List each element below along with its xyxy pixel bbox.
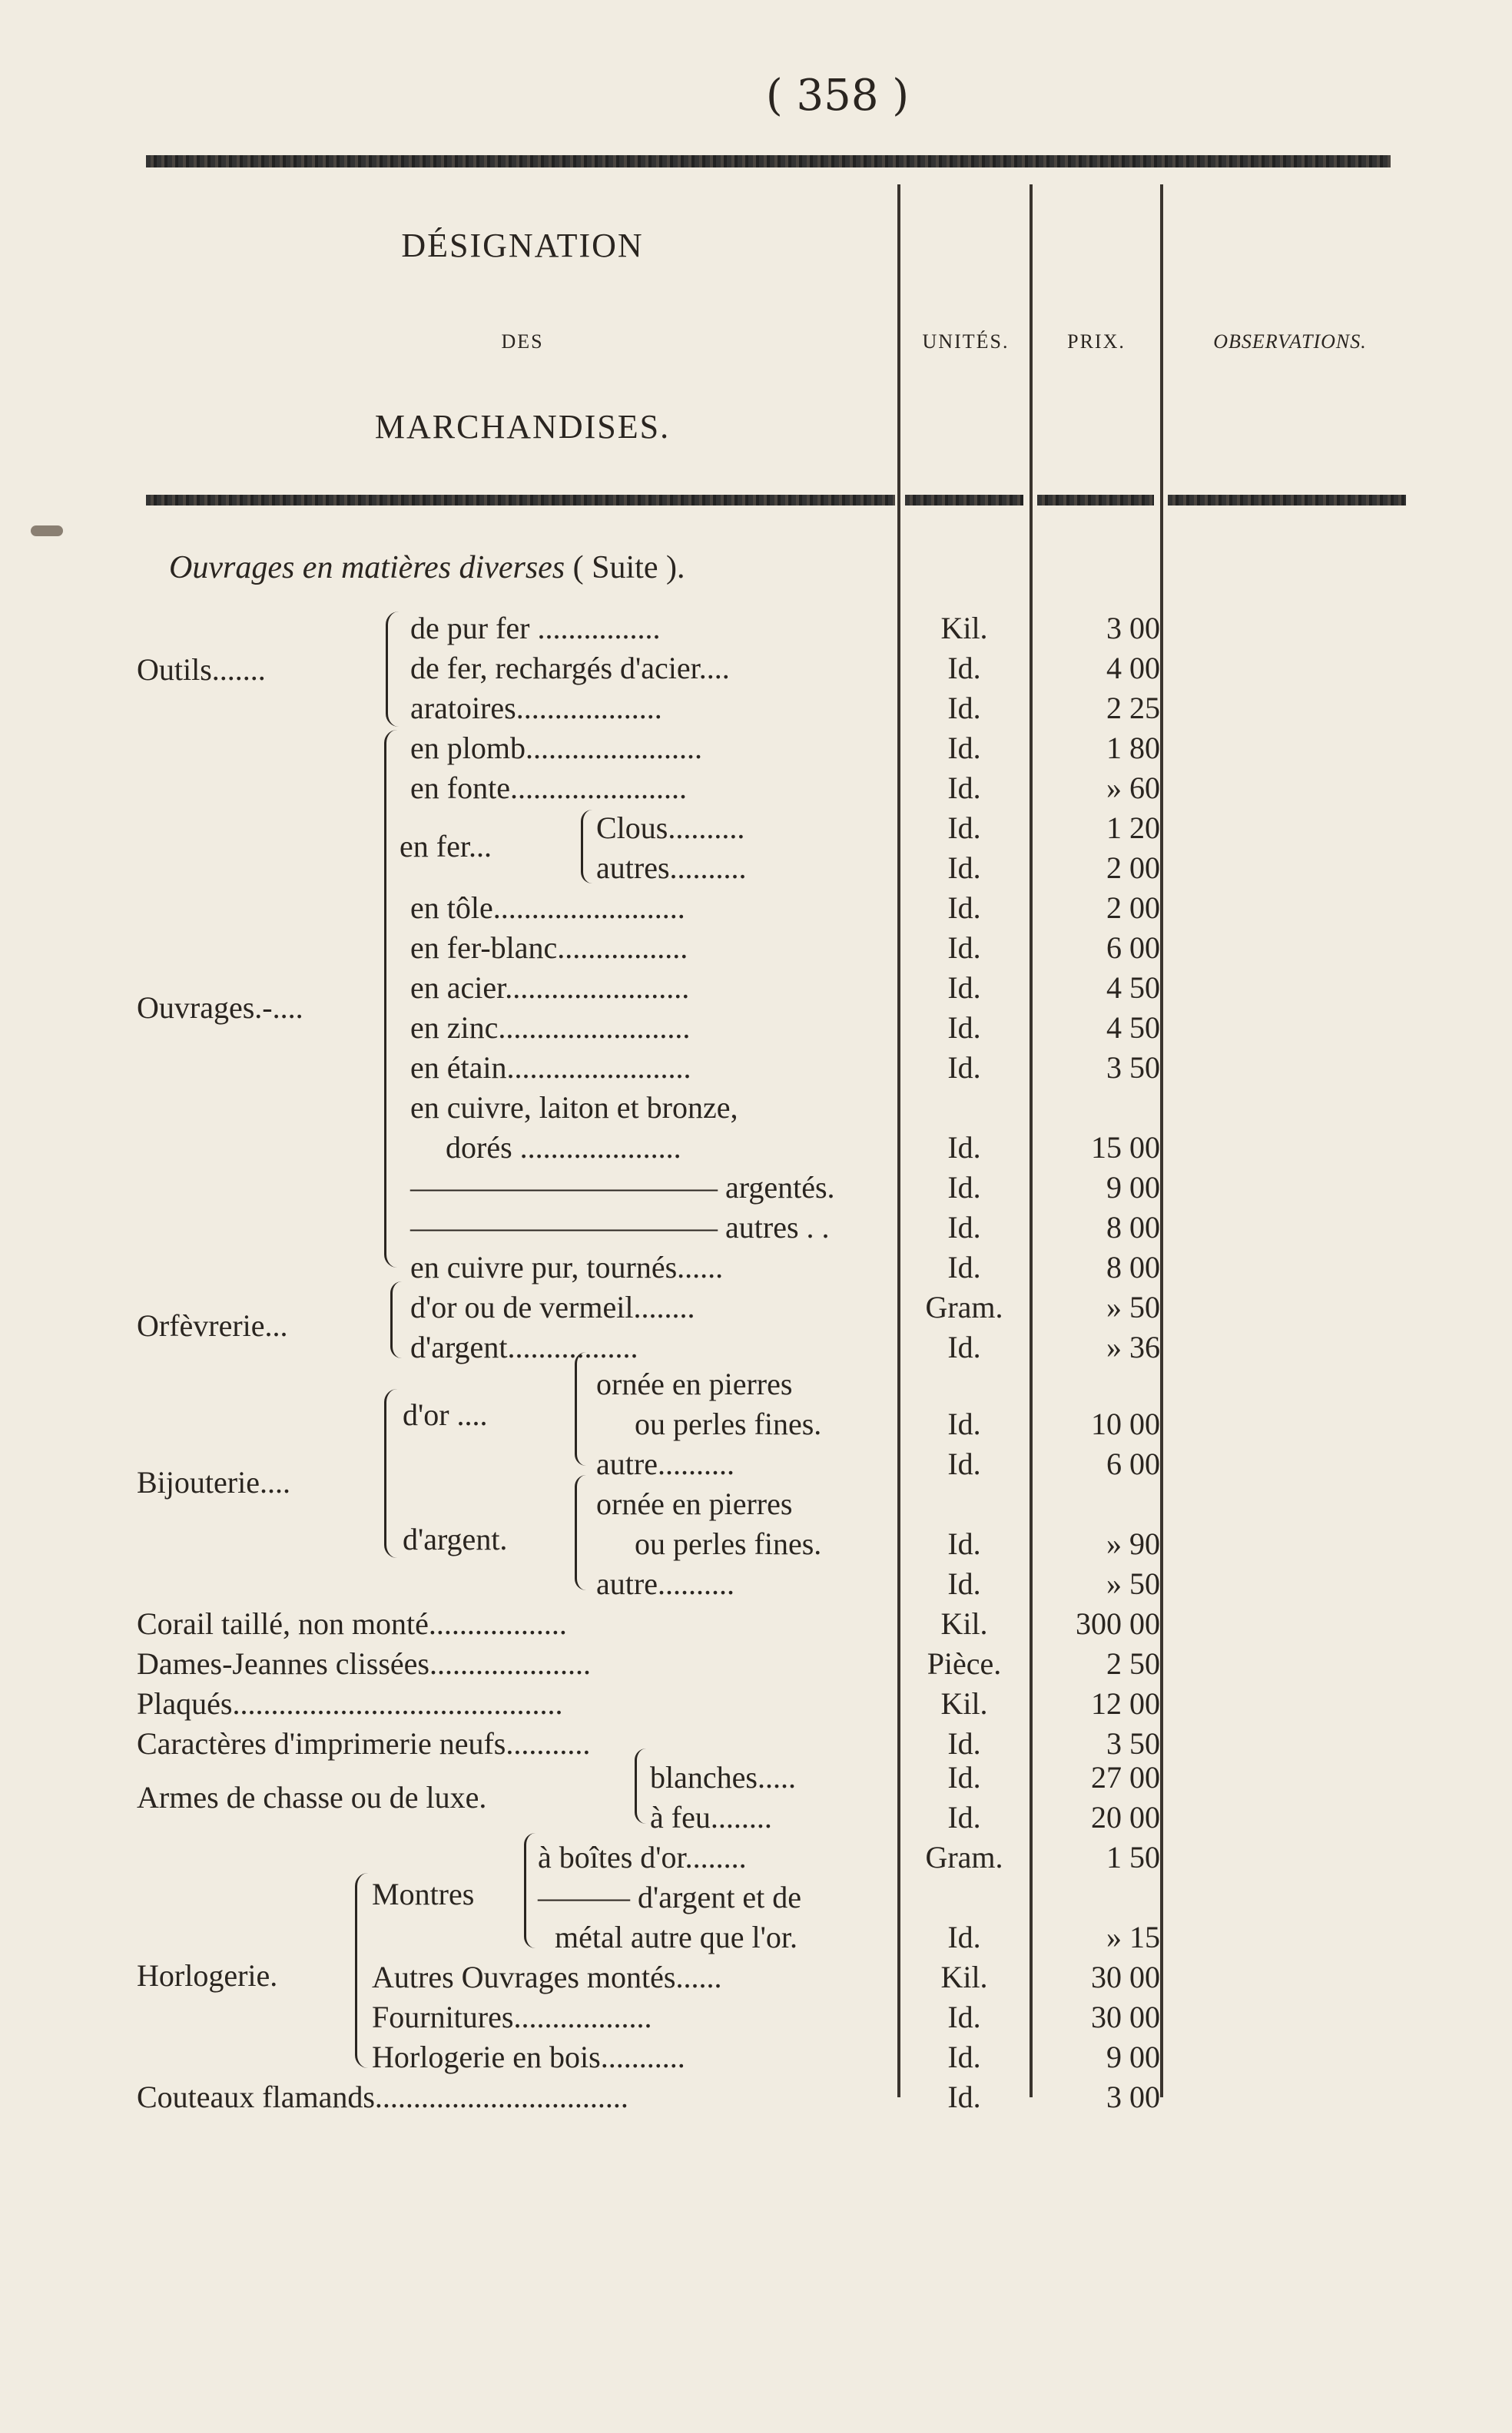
- list-item-label: d'argent.................: [410, 1330, 638, 1364]
- margin-mark: [31, 525, 63, 536]
- list-item-price: 1 20: [1106, 810, 1160, 845]
- group-horlogerie: Horlogerie.: [137, 1958, 278, 1993]
- list-item-label: Clous..........: [596, 810, 745, 845]
- group-bijouterie: Bijouterie....: [137, 1465, 290, 1500]
- list-item-label: Plaqués...........................................: [137, 1686, 563, 1721]
- header-rule-designation: [146, 495, 895, 505]
- section-title-suffix: ( Suite ).: [572, 550, 685, 585]
- list-item-label: aratoires...................: [410, 691, 662, 725]
- list-item-label: en fer-blanc.................: [410, 930, 688, 965]
- list-item-unit: Id.: [947, 1920, 981, 1954]
- list-item-unit: Kil.: [940, 611, 988, 645]
- brace-d-argent: [575, 1475, 586, 1590]
- list-item-label: blanches.....: [650, 1760, 796, 1795]
- page-number: ( 358 ): [765, 71, 910, 121]
- list-item-label: Caractères d'imprimerie neufs...........: [137, 1726, 591, 1761]
- list-item-unit: Id.: [947, 1330, 981, 1364]
- group-outils: Outils.......: [137, 652, 266, 687]
- list-item-unit: Id.: [947, 890, 981, 925]
- list-item-price: 2 25: [1106, 691, 1160, 725]
- list-item-price: 2 00: [1106, 890, 1160, 925]
- group-orfevrerie: Orfèvrerie...: [137, 1308, 288, 1343]
- list-item-unit: Id.: [947, 970, 981, 1005]
- list-item-unit: Id.: [947, 850, 981, 885]
- brace-ouvrages: [384, 730, 397, 1268]
- list-item-price: 4 50: [1106, 970, 1160, 1005]
- header-marchandises: MARCHANDISES.: [374, 408, 671, 446]
- list-item-price: 300 00: [1076, 1606, 1160, 1641]
- list-item-unit: Gram.: [925, 1840, 1003, 1874]
- list-item-label: Corail taillé, non monté..................: [137, 1606, 567, 1641]
- list-item-unit: Id.: [947, 1407, 981, 1441]
- list-item-price: » 36: [1106, 1330, 1160, 1364]
- top-rule: [146, 155, 1391, 167]
- list-item-unit: Pièce.: [927, 1646, 1002, 1681]
- list-item-label: en cuivre, laiton et bronze,: [410, 1090, 738, 1125]
- header-des: DES: [501, 330, 544, 353]
- list-item-price: 2 00: [1106, 850, 1160, 885]
- list-item-price: 3 50: [1106, 1050, 1160, 1085]
- list-item-label: à feu........: [650, 1800, 772, 1835]
- list-item-label: de fer, rechargés d'acier....: [410, 651, 730, 685]
- list-item-price: 4 00: [1106, 651, 1160, 685]
- list-item-price: 9 00: [1106, 2040, 1160, 2074]
- list-item-price: 1 50: [1106, 1840, 1160, 1874]
- list-item-label: en tôle.........................: [410, 890, 685, 925]
- list-item-label: à boîtes d'or........: [538, 1840, 747, 1874]
- list-item-price: 3 00: [1106, 2080, 1160, 2114]
- list-item-label: Fournitures..................: [372, 2000, 652, 2034]
- list-item-unit: Id.: [947, 1447, 981, 1481]
- list-item-label-cont: ou perles fines.: [635, 1407, 822, 1441]
- list-item-label: autre..........: [596, 1447, 734, 1481]
- list-item-price: 9 00: [1106, 1170, 1160, 1205]
- list-item-label: ornée en pierres: [596, 1487, 793, 1521]
- list-item-price: 6 00: [1106, 930, 1160, 965]
- list-item-price: 8 00: [1106, 1250, 1160, 1284]
- list-item-price: 3 50: [1106, 1726, 1160, 1761]
- list-item-label-cont: ou perles fines.: [635, 1526, 822, 1561]
- list-item-label: —————————— autres . .: [410, 1210, 830, 1245]
- list-item-unit: Id.: [947, 2080, 981, 2114]
- sub-d-argent: d'argent.: [403, 1522, 508, 1556]
- list-item-label: Autres Ouvrages montés......: [372, 1960, 722, 1994]
- list-item-unit: Id.: [947, 1210, 981, 1245]
- list-item-label: en acier........................: [410, 970, 690, 1005]
- list-item-label: d'or ou de vermeil........: [410, 1290, 695, 1324]
- brace-armes: [635, 1749, 646, 1824]
- list-item-label: autres..........: [596, 850, 747, 885]
- brace-orfevrerie: [390, 1281, 402, 1358]
- list-item-label: autre..........: [596, 1566, 734, 1601]
- list-item-price: 15 00: [1091, 1130, 1160, 1165]
- list-item-label: ornée en pierres: [596, 1367, 793, 1401]
- list-item-label: en plomb.......................: [410, 731, 702, 765]
- list-item-unit: Id.: [947, 810, 981, 845]
- list-item-price: 20 00: [1091, 1800, 1160, 1835]
- brace-montres: [524, 1833, 536, 1948]
- list-item-price: » 60: [1106, 771, 1160, 805]
- list-item-price: 30 00: [1091, 1960, 1160, 1994]
- section-title-italic: Ouvrages en matières diverses: [169, 550, 565, 585]
- list-item-price: 10 00: [1091, 1407, 1160, 1441]
- list-item-label-cont: métal autre que l'or.: [555, 1920, 797, 1954]
- header-rule-observations: [1168, 495, 1406, 505]
- list-item-unit: Id.: [947, 651, 981, 685]
- list-item-label: en cuivre pur, tournés......: [410, 1250, 724, 1284]
- list-item-label-cont: dorés .....................: [446, 1130, 681, 1165]
- list-item-label: Couteaux flamands.................................: [137, 2080, 628, 2114]
- list-item-price: 30 00: [1091, 2000, 1160, 2034]
- list-item-price: 1 80: [1106, 731, 1160, 765]
- list-item-price: » 90: [1106, 1526, 1160, 1561]
- list-item-unit: Id.: [947, 1526, 981, 1561]
- list-item-price: » 50: [1106, 1290, 1160, 1324]
- header-prix: PRIX.: [1067, 330, 1126, 353]
- list-item-unit: Id.: [947, 1726, 981, 1761]
- list-item-unit: Id.: [947, 930, 981, 965]
- list-item-unit: Id.: [947, 1050, 981, 1085]
- list-item-unit: Kil.: [940, 1686, 988, 1721]
- list-item-label: de pur fer ................: [410, 611, 661, 645]
- list-item-unit: Id.: [947, 691, 981, 725]
- list-item-label: ——— d'argent et de: [538, 1880, 802, 1914]
- list-item-price: » 15: [1106, 1920, 1160, 1954]
- list-item-unit: Id.: [947, 1800, 981, 1835]
- brace-bijouterie: [384, 1389, 397, 1558]
- list-item-unit: Id.: [947, 1760, 981, 1795]
- list-item-unit: Id.: [947, 1566, 981, 1601]
- list-item-unit: Kil.: [940, 1606, 988, 1641]
- header-designation: DÉSIGNATION: [401, 227, 644, 264]
- list-item-unit: Id.: [947, 1250, 981, 1284]
- list-item-unit: Id.: [947, 1010, 981, 1045]
- list-item-label: en fonte.......................: [410, 771, 687, 805]
- list-item-label: Dames-Jeannes clissées.....................: [137, 1646, 591, 1681]
- brace-en-fer: [581, 810, 592, 883]
- list-item-price: 4 50: [1106, 1010, 1160, 1045]
- list-item-price: 12 00: [1091, 1686, 1160, 1721]
- list-item-label: Horlogerie en bois...........: [372, 2040, 685, 2074]
- list-item-label: en zinc.........................: [410, 1010, 691, 1045]
- list-item-unit: Id.: [947, 731, 981, 765]
- list-item-label: —————————— argentés.: [410, 1170, 835, 1205]
- section-title: [169, 552, 685, 584]
- list-item-price: » 50: [1106, 1566, 1160, 1601]
- header-rule-unites: [905, 495, 1023, 505]
- list-item-price: 2 50: [1106, 1646, 1160, 1681]
- list-item-price: 3 00: [1106, 611, 1160, 645]
- list-item-price: 27 00: [1091, 1760, 1160, 1795]
- list-item-unit: Gram.: [925, 1290, 1003, 1324]
- list-item-unit: Id.: [947, 2000, 981, 2034]
- list-item-unit: Id.: [947, 2040, 981, 2074]
- list-item-unit: Id.: [947, 1130, 981, 1165]
- header-observations: OBSERVATIONS.: [1213, 330, 1367, 353]
- sub-en-fer: en fer...: [400, 829, 492, 863]
- list-item-unit: Id.: [947, 1170, 981, 1205]
- header-rule-prix: [1037, 495, 1154, 505]
- brace-horlogerie: [355, 1873, 368, 2068]
- group-armes: Armes de chasse ou de luxe.: [137, 1780, 487, 1815]
- header-unites: UNITÉS.: [922, 330, 1010, 353]
- sub-montres: Montres: [372, 1877, 475, 1911]
- list-item-unit: Id.: [947, 771, 981, 805]
- brace-outils: [386, 612, 399, 727]
- list-item-price: 6 00: [1106, 1447, 1160, 1481]
- list-item-label: en étain........................: [410, 1050, 691, 1085]
- brace-d-or: [575, 1352, 586, 1466]
- group-ouvrages: Ouvrages.-....: [137, 990, 303, 1025]
- list-item-price: 8 00: [1106, 1210, 1160, 1245]
- sub-d-or: d'or ....: [403, 1397, 488, 1432]
- column-divider-prix: [1160, 184, 1163, 2097]
- list-item-unit: Kil.: [940, 1960, 988, 1994]
